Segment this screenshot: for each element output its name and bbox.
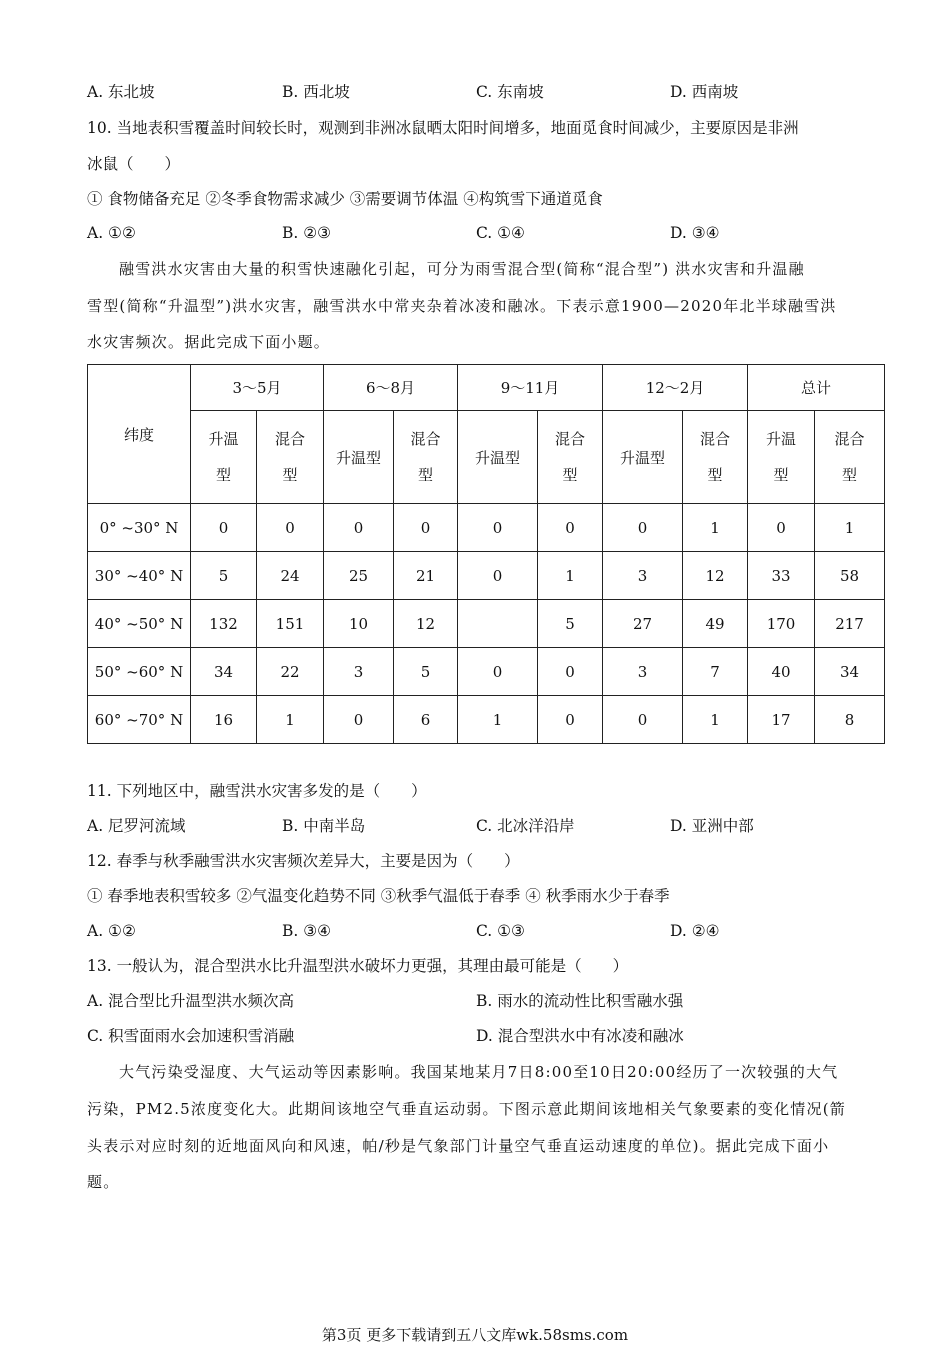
passage2-line4: 题。 bbox=[87, 1173, 120, 1191]
flood-frequency-table bbox=[87, 364, 885, 744]
table-cell: 12 bbox=[394, 600, 458, 648]
q12-option-b: B. ③④ bbox=[282, 922, 332, 940]
table-cell: 33 bbox=[748, 552, 815, 600]
table-cell: 8 bbox=[815, 696, 885, 744]
season-header-spring: 3～5月 bbox=[191, 365, 324, 411]
table-cell: 5 bbox=[538, 600, 603, 648]
q12-option-c: C. ①③ bbox=[476, 922, 525, 940]
table-cell: 0 bbox=[394, 504, 458, 552]
row-latitude: 0° ~30° N bbox=[88, 504, 191, 552]
table-cell: 22 bbox=[257, 648, 324, 696]
row-latitude: 30° ~40° N bbox=[88, 552, 191, 600]
latitude-header: 纬度 bbox=[88, 365, 191, 504]
table-cell: 17 bbox=[748, 696, 815, 744]
passage2-line2: 污染，PM2.5浓度变化大。此期间该地空气垂直运动弱。下图示意此期间该地相关气象要素的变化情况(箭 bbox=[87, 1100, 846, 1118]
table-cell: 3 bbox=[603, 648, 683, 696]
table-cell: 3 bbox=[603, 552, 683, 600]
subheader-warm: 升温 型 bbox=[748, 411, 815, 504]
season-header-total: 总计 bbox=[748, 365, 885, 411]
table-cell bbox=[458, 600, 538, 648]
passage2-line3: 头表示对应时刻的近地面风向和风速，帕/秒是气象部门计量空气垂直运动速度的单位)。据此完成下面小 bbox=[87, 1137, 830, 1155]
row-latitude: 60° ~70° N bbox=[88, 696, 191, 744]
q9-option-a: A. 东北坡 bbox=[87, 83, 155, 101]
table-cell: 1 bbox=[815, 504, 885, 552]
table-cell: 49 bbox=[683, 600, 748, 648]
table-row bbox=[88, 504, 885, 552]
subheader-warm: 升温 型 bbox=[191, 411, 257, 504]
table-cell: 0 bbox=[458, 648, 538, 696]
q11-option-d: D. 亚洲中部 bbox=[670, 817, 754, 835]
table-cell: 3 bbox=[324, 648, 394, 696]
passage1-line2: 雪型(简称“升温型”)洪水灾害，融雪洪水中常夹杂着冰凌和融冰。下表示意1900—2020年北半球融雪洪 bbox=[87, 297, 837, 315]
table-cell: 5 bbox=[191, 552, 257, 600]
table-row bbox=[88, 696, 885, 744]
table-cell: 151 bbox=[257, 600, 324, 648]
q13-option-d: D. 混合型洪水中有冰凌和融冰 bbox=[476, 1027, 684, 1045]
table-cell: 6 bbox=[394, 696, 458, 744]
passage1-line3: 水灾害频次。据此完成下面小题。 bbox=[87, 333, 331, 351]
subheader-mix: 混合 型 bbox=[257, 411, 324, 504]
q12-option-d: D. ②④ bbox=[670, 922, 720, 940]
passage2-line1: 大气污染受湿度、大气运动等因素影响。我国某地某月7日8:00至10日20:00经历了一次较强的大气 bbox=[119, 1063, 839, 1081]
season-header-autumn: 9～11月 bbox=[458, 365, 603, 411]
table-cell: 12 bbox=[683, 552, 748, 600]
q10-option-a: A. ①② bbox=[87, 224, 136, 242]
table-cell: 0 bbox=[603, 504, 683, 552]
q9-option-c: C. 东南坡 bbox=[476, 83, 544, 101]
q13-option-a: A. 混合型比升温型洪水频次高 bbox=[87, 992, 295, 1010]
table-cell: 34 bbox=[815, 648, 885, 696]
table-cell: 1 bbox=[683, 504, 748, 552]
page-footer: 第3页 更多下载请到五八文库wk.58sms.com bbox=[321, 1326, 629, 1344]
q11-option-b: B. 中南半岛 bbox=[282, 817, 366, 835]
table-cell: 1 bbox=[683, 696, 748, 744]
q10-stem-line2: 冰鼠（ ） bbox=[87, 155, 181, 173]
table-cell: 40 bbox=[748, 648, 815, 696]
subheader-warm: 升温型 bbox=[603, 411, 683, 504]
table-cell: 7 bbox=[683, 648, 748, 696]
table-cell: 0 bbox=[603, 696, 683, 744]
q10-option-b: B. ②③ bbox=[282, 224, 332, 242]
q10-items: ① 食物储备充足 ②冬季食物需求减少 ③需要调节体温 ④构筑雪下通道觅食 bbox=[87, 190, 603, 208]
table-cell: 132 bbox=[191, 600, 257, 648]
q11-option-c: C. 北冰洋沿岸 bbox=[476, 817, 575, 835]
table-cell: 0 bbox=[324, 696, 394, 744]
table-cell: 0 bbox=[748, 504, 815, 552]
table-cell: 0 bbox=[458, 552, 538, 600]
q9-option-d: D. 西南坡 bbox=[670, 83, 739, 101]
season-header-summer: 6～8月 bbox=[324, 365, 458, 411]
q12-items: ① 春季地表积雪较多 ②气温变化趋势不同 ③秋季气温低于春季 ④ 秋季雨水少于春季 bbox=[87, 887, 670, 905]
table-cell: 0 bbox=[324, 504, 394, 552]
subheader-mix: 混合 型 bbox=[815, 411, 885, 504]
q10-option-c: C. ①④ bbox=[476, 224, 525, 242]
table-cell: 217 bbox=[815, 600, 885, 648]
q13-option-c: C. 积雪面雨水会加速积雪消融 bbox=[87, 1027, 295, 1045]
table-cell: 5 bbox=[394, 648, 458, 696]
table-cell: 25 bbox=[324, 552, 394, 600]
table-cell: 24 bbox=[257, 552, 324, 600]
q12-stem: 12. 春季与秋季融雪洪水灾害频次差异大，主要是因为（ ） bbox=[87, 852, 520, 870]
table-cell: 16 bbox=[191, 696, 257, 744]
subheader-mix: 混合 型 bbox=[394, 411, 458, 504]
subheader-mix: 混合 型 bbox=[538, 411, 603, 504]
table-cell: 1 bbox=[538, 552, 603, 600]
table-cell: 34 bbox=[191, 648, 257, 696]
q13-option-b: B. 雨水的流动性比积雪融水强 bbox=[476, 992, 684, 1010]
q12-option-a: A. ①② bbox=[87, 922, 136, 940]
table-cell: 0 bbox=[538, 648, 603, 696]
table-cell: 0 bbox=[191, 504, 257, 552]
season-header-winter: 12～2月 bbox=[603, 365, 748, 411]
table-cell: 170 bbox=[748, 600, 815, 648]
table-cell: 1 bbox=[458, 696, 538, 744]
subheader-mix: 混合 型 bbox=[683, 411, 748, 504]
table-cell: 1 bbox=[257, 696, 324, 744]
table-cell: 10 bbox=[324, 600, 394, 648]
table-cell: 58 bbox=[815, 552, 885, 600]
table-cell: 0 bbox=[257, 504, 324, 552]
passage1-line1: 融雪洪水灾害由大量的积雪快速融化引起，可分为雨雪混合型(简称“混合型”) 洪水灾害和升温融 bbox=[119, 260, 805, 278]
q10-stem-line1: 10. 当地表积雪覆盖时间较长时，观测到非洲冰鼠晒太阳时间增多，地面觅食时间减少，主要原因是非洲 bbox=[87, 119, 799, 137]
row-latitude: 40° ~50° N bbox=[88, 600, 191, 648]
q11-option-a: A. 尼罗河流域 bbox=[87, 817, 186, 835]
table-row bbox=[88, 600, 885, 648]
subheader-warm: 升温型 bbox=[458, 411, 538, 504]
table-row bbox=[88, 552, 885, 600]
table-cell: 0 bbox=[458, 504, 538, 552]
table-cell: 0 bbox=[538, 696, 603, 744]
subheader-warm: 升温型 bbox=[324, 411, 394, 504]
row-latitude: 50° ~60° N bbox=[88, 648, 191, 696]
q13-stem: 13. 一般认为，混合型洪水比升温型洪水破坏力更强，其理由最可能是（ ） bbox=[87, 957, 629, 975]
table-cell: 0 bbox=[538, 504, 603, 552]
q10-option-d: D. ③④ bbox=[670, 224, 720, 242]
q9-option-b: B. 西北坡 bbox=[282, 83, 350, 101]
q11-stem: 11. 下列地区中，融雪洪水灾害多发的是（ ） bbox=[87, 782, 427, 800]
table-row bbox=[88, 648, 885, 696]
table-cell: 21 bbox=[394, 552, 458, 600]
table-cell: 27 bbox=[603, 600, 683, 648]
